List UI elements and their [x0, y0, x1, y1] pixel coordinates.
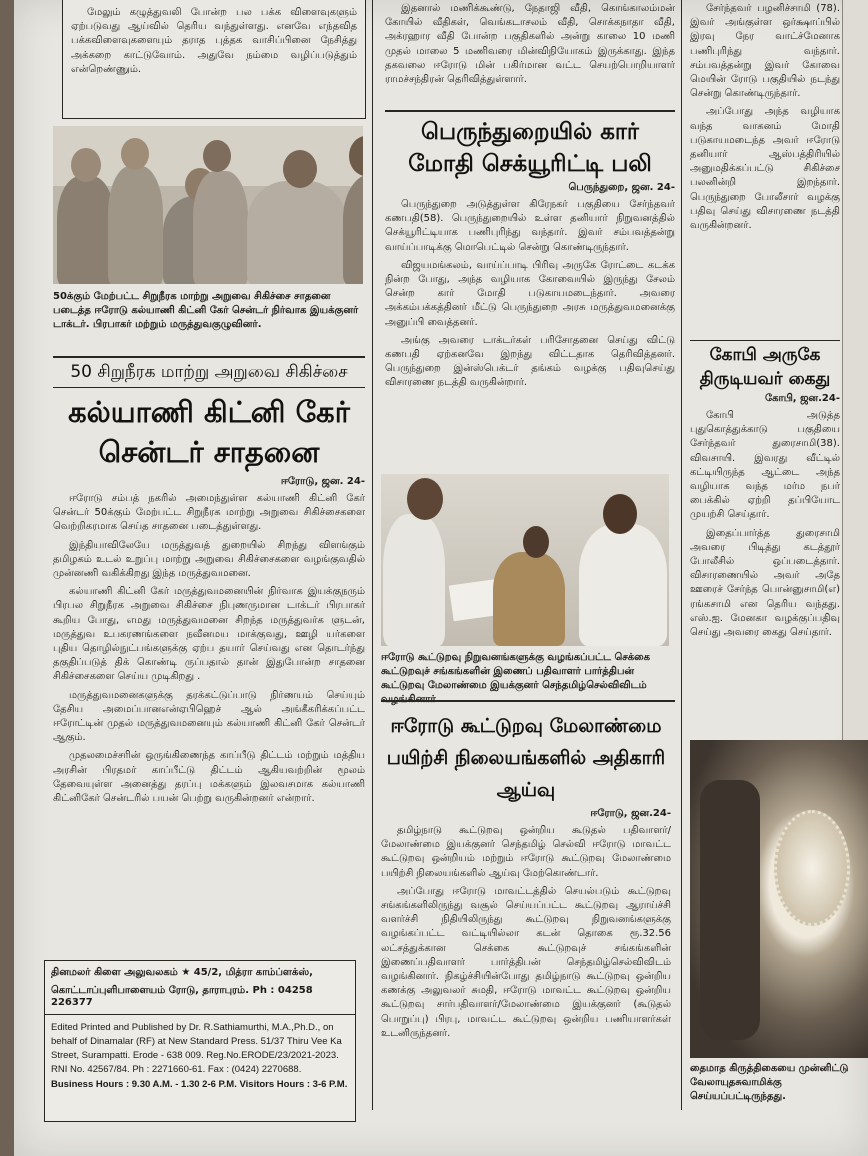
column-divider [681, 0, 682, 1110]
kidney-team-photo [53, 126, 363, 284]
divider [385, 110, 675, 112]
office-address-line2: கொட்டாப்புளிபாளையம் ரோடு, தாராபுரம். Ph : 04258 226377 [45, 979, 355, 1015]
theft-dateline: கோபி, ஜன.24- [764, 393, 840, 404]
temple-photo-caption: தைமாத கிருத்திகையை முன்னிட்டு வேலாயுதசுவாமிக்கு செய்யப்பட்டிருந்தது. [690, 1063, 849, 1102]
accident-headline: பெருந்துறையில் கார் மோதி செக்யூரிட்டி பலி [408, 119, 652, 177]
accident-paragraph: அங்கு அவரை டாக்டர்கள் பரிசோதனை செய்து விட்டு கணபதி ஏற்கனவே இறந்து விட்டதாக தெரிவித்தனர். பெருந்துறை இன்ஸ்பெக்டர் தங்கம் வழக்கு பதிவுசெய்து விசாரணை நடத்தி வருகின்றார். [385, 334, 675, 389]
divider [381, 700, 675, 702]
accident-paragraph: விஜயமங்கலம், வாய்ப்பாடி பிரிவு அருகே ரோட்டை கடக்க நின்ற போது, அந்த வழியாக கோவையில் இருந்து சேலம் சென்ற கார் மோதி படுகாயமடைந்தார். அவரை அக்கம்பக்கத்தினர் மீட்டு பெருந்துறை அரசு மருத்துவமனைக்கு அனுப்பி வைத்தனர். [385, 259, 675, 328]
office-address-line1: தினமலர் கிளை அலுவலகம் ★ 45/2, மித்ரா காம்ப்ளக்ஸ், [51, 967, 313, 978]
cooperative-article [381, 704, 671, 1114]
accident-article [385, 114, 675, 470]
office-box [44, 960, 356, 1122]
watchman-paragraph: அப்போது அந்த வழியாக வந்த வாகனம் மோதி படுகாயமடைந்த அவர் ஈரோடு தனியார் ஆஸ்பத்திரியில் அனுமதிக்கப்பட்டு சிகிச்சை பலனின்றி இறந்தார். பெருந்துறை போலீசார் வழக்கு பதிவு செய்து விசாரணை நடத்தி வருகின்றனர். [690, 106, 840, 232]
business-hours: Business Hours : 9.30 A.M. - 1.30 2-6 P.M. Visitors Hours : 3-6 P.M. [51, 1079, 348, 1090]
power-cut-text: இதனால் மணிக்கூண்டு, நேதாஜி வீதி, கொங்காலம்மன் கோயில் வீதிகள், வெங்கடாசலம் வீதி, சொக்கநாதா வீதி, அக்ரஹார வீதி போன்ற பகுதிகளில் அன்று காலை 10 மணி முதல் மாலை 5 மணிவரை மின்விநியோகம் இருக்காது. இந்த தகவலை ஈரோடு மின் பகிர்மான வட்ட செயற்பொறியாளர் ராமச்சந்திரன் தெரிவித்துள்ளார். [385, 3, 675, 86]
divider [53, 356, 365, 358]
article-kicker: 50 சிறுநீரக மாற்று அறுவை சிகிச்சை [53, 362, 365, 388]
adjacent-page-strip [842, 0, 868, 740]
article-paragraph: ஈரோடு சம்பத் நகரில் அமைந்துள்ள கல்யாணி கிட்னி கேர் சென்டர் 50க்கும் மேற்பட்ட சிறுநீரக மாற்று அறுவை சிகிச்சைகளை வெற்றிகரமாக செய்த சாதனை படைத்துள்ளது. [53, 493, 365, 533]
column-divider [372, 0, 373, 1110]
cooperative-paragraph: அப்போது ஈரோடு மாவட்டத்தில் செயல்படும் கூட்டுறவு சங்கங்களிலிருந்து வசூல் செய்யப்பட்ட கூட்டுறவு ஆராய்ச்சி வளர்ச்சி நிதியிலிருந்து கூட்டுறவு நிறுவனங்களுக்கு வழங்கப்பட்ட வட்டியில்லா கடன் தொகை ரூ.32.56 லட்சத்துக்கான செக்கை கூட்டுறவுச் சங்கங்களின் இணைப்பதிவாளர் பார்த்திபன் செந்தமிழ்செல்விவிடம் வழங்கினார். நிகழ்ச்சியின்போது தமிழ்நாடு கூட்டுறவு ஒன்றிய கணக்கு அலுவலர் சுமதி, ஈரோடு மாவட்ட கூட்டுறவு ஒன்றிய கூட்டுறவு சார்பதிவாளர்/மேலாண்மை இயக்குனர் (கூடுதல் பொறுப்பு) பிரபு, மாவட்ட கூட்டுறவு ஒன்றிய பணியாளர்கள் உடனிருந்தனர். [381, 885, 671, 1039]
boxed-article [62, 0, 366, 119]
night-watchman-article [690, 0, 840, 340]
article-paragraph: மருத்துவமனைகளுக்கு தரக்கட்டுப்பாடு நிர்ணயம் செய்யும் தேசிய அமைப்பானஎன்ஏபிஹெச் ஆல் அங்கீகரிக்கப்பட்ட ஈரோட்டின் முதல் மருத்துவமனையும் கல்யாணி கிட்னி கேர் சென்டர் ஆகும். [53, 689, 365, 744]
article-paragraph: முதலமைச்சரின் ஒருங்கிணைந்த காப்பீடு திட்டம் மற்றும் மத்திய அரசின் பிரதமர் காப்பீட்டு திட்டம் ஆகியவற்றின் மூலம் தேவையுள்ள அனைத்து தரப்பு மக்களும் இலவசமாக கல்யாணி கிட்னிகேர் சென்டரில் பயன் பெற்று வருகின்றனர் என்றார். [53, 750, 365, 805]
article-headline: கல்யாணி கிட்னி கேர் சென்டர் சாதனை [68, 395, 350, 469]
watchman-text: சேர்ந்தவர் பழனிச்சாமி (78). இவர் அங்குள்ள ஒர்க்ஷாப்பில் இரவு நேர வாட்ச்மேனாக பணிபுரிந்து வந்தார். சம்பவத்தன்று இவர் கோவை மெயின் ரோடு பகுதியில் நடந்து சென்று கொண்டிருந்தார். [690, 3, 840, 100]
theft-headline: கோபி அருகே திருடியவர் கைது [690, 340, 840, 391]
theft-paragraph: கோபி அடுத்த புதுகொத்துக்காடு பகுதியை சேர்ந்தவர் துரைசாமி(38). விவசாயி. இவரது வீட்டில் கட்டியிருந்த ஆட்டை அந்த வழியாக வந்த மர்ம நபர் பைக்கில் ஏற்றி தப்பியோட முயற்சி செய்தார். [690, 410, 840, 521]
boxed-article-text: மேலும் கழுத்துவலி போன்ற பல பக்க விளைவுகளும் ஏற்படுவது ஆய்வில் தெரிய வந்துள்ளது. எனவே எந்தவித பக்கவிளைவுகளையும் தராத புத்தக வாசிப்பினை நேசித்து அக்கறை காட்டுவோம். அதுவே நம்மை வழிப்படுத்தும் என்றெண்ணும். [71, 7, 357, 75]
accident-paragraph: பெருந்துறை அடுத்துள்ள கிரேநகர் பகுதியை சேர்ந்தவர் கணபதி(58). பெருந்துறையில் உள்ள தனியார் நிறுவனத்தில் செக்யூரிட்டியாக பணிபுரிந்து வந்தார். இவர் சம்பவத்தன்று வாய்ப்பாடிக்கு மொபெட்டில் சென்று கொண்டிருந்தார். [385, 199, 675, 253]
theft-article [690, 340, 840, 730]
temple-deity-photo [690, 740, 868, 1058]
cheque-handover-photo [381, 474, 669, 646]
kidney-photo-caption: 50க்கும் மேற்பட்ட சிறுநீரக மாற்று அறுவை சிகிச்சை சாதனை படைத்த ஈரோடு கல்யாணி கிட்னி கேர் சென்டர் நிர்வாக இயக்குனர் டாக்டர். பிரபாகர் மற்றும் மருத்துவகுழுவினர். [53, 291, 359, 330]
cooperative-paragraph: தமிழ்நாடு கூட்டுறவு ஒன்றிய கூடுதல் பதிவாளர்/மேலாண்மை இயக்குனர் செந்தமிழ் செல்வி ஈரோடு மாவட்ட கூட்டுறவு ஒன்றியம் மற்றும் ஈரோடு கூட்டுறவு மேலாண்மை பயிற்சி நிலையங்களில் ஆய்வு மேற்கொண்டார். [381, 825, 671, 879]
imprint-text: Edited Printed and Published by Dr. R.Sathiamurthi, M.A.,Ph.D., on behalf of Dinamalar (RF) at New Standard Press. 51/37 Thiru Vee Ka Street, Surampatti. Erode - 638 009. Reg.No.ERODE/23/2021-2023. RNI No. 42567/84. Ph : 2271660-61. Fax : (0424) 2270688. [51, 1022, 342, 1075]
article-dateline: ஈரோடு, ஜன. 24- [280, 476, 365, 487]
cooperative-headline: ஈரோடு கூட்டுறவு மேலாண்மை பயிற்சி நிலையங்களில் அதிகாரி ஆய்வு [386, 715, 666, 801]
article-paragraph: இந்தியாவிலேயே மருத்துவத் துறையில் சிறந்து விளங்கும் தமிழகம் உடல் உறுப்பு மாற்று அறுவை சிகிச்சைகளை வழங்குவதில் முன்னணி வகிக்கிறது இந்த மருத்துவமனை. [53, 539, 365, 580]
theft-paragraph: இதைப்பார்த்த துரைசாமி அவரை பிடித்து கடத்தூர் போலீசில் ஒப்படைத்தார். விசாரணையில் அவர் அதே ஊரைச் சேர்ந்த பொன்னுசாமி(எ) ரங்கசாமி என தெரிய வந்தது. எஸ்.ஐ. மேனகா வழக்குப்பதிவு செய்து அவரை கைது செய்தார். [690, 527, 840, 639]
accident-dateline: பெருந்துறை, ஜன. 24- [568, 182, 675, 193]
kidney-article [53, 360, 365, 960]
article-paragraph: கல்யாணி கிட்னி கேர் மருத்துவமனையின் நிர்வாக இயக்குநரும் பிரபல சிறுநீரக அறுவை சிகிச்சை நிபுணருமான டாக்டர் பிரபாகர் கூறிய போது, எமது மருத்துவமனை சிறந்த மருத்துவர்க ளுடன், மருத்துவ உபகரணங்களை நவீனமய மாக்குவது, ஊழி யர்களை புதிய தொழில்நுட்பங்களுக்கு ஏற்ப தயார் செய்வது என தொடர்ந்து தகுதிப்படுத் திக் கொண்டி ருப்பதால் தான் இதுபோன்ற சாதனை சிகிச்சைகளை செய்ய முடிகிறது . [53, 586, 365, 683]
cooperative-dateline: ஈரோடு, ஜன.24- [590, 808, 671, 819]
cheque-photo-caption: ஈரோடு கூட்டுறவு நிறுவனங்களுக்கு வழங்கப்பட்ட செக்கை கூட்டுறவுச் சங்கங்களின் இணைப் பதிவாளர் பார்த்திபன் கூட்டுறவு மேலாண்மை இயக்குனர் செந்தமிழ்செல்விவிடம் [381, 652, 651, 691]
power-cut-article [385, 0, 675, 108]
